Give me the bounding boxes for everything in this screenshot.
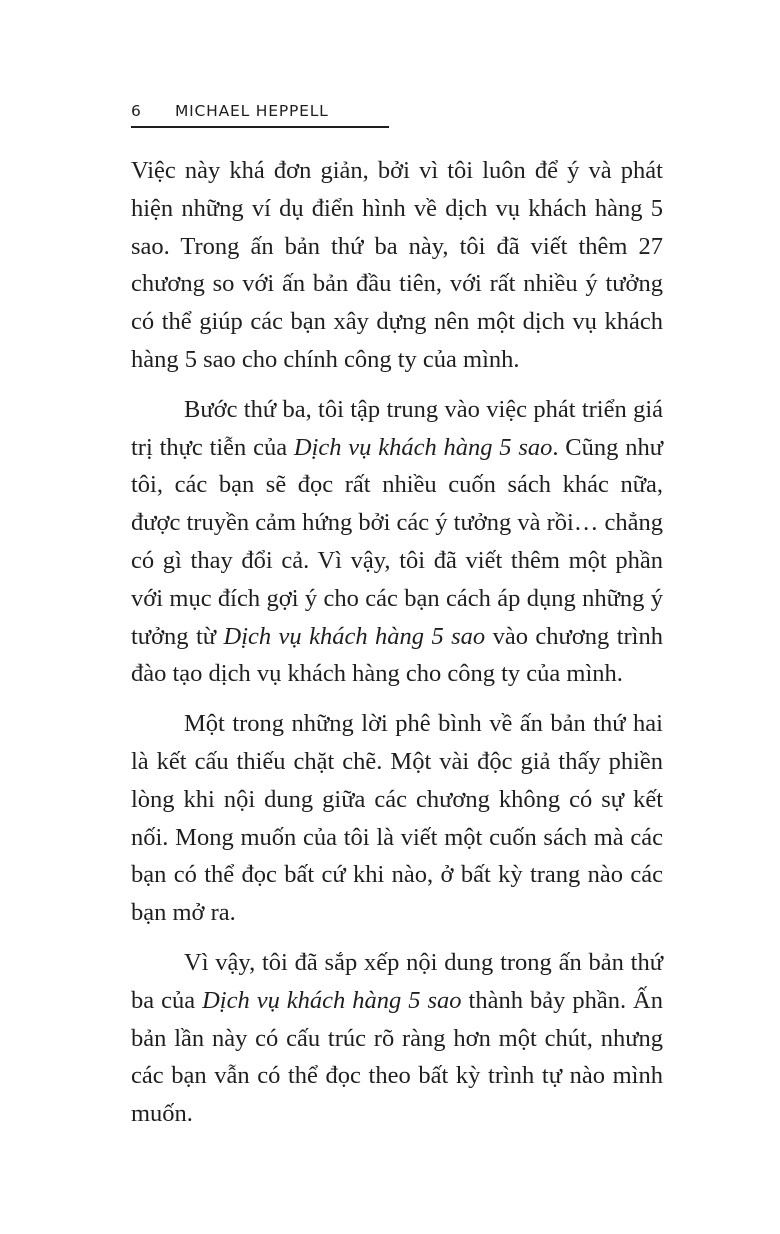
- running-header: [131, 100, 389, 128]
- body-text: [131, 152, 663, 1145]
- paragraph-2-text-b: . Cũng như tôi, các bạn sẽ đọc rất nhiều cuốn sách khác nữa, được truyền cảm hứng bởi các ý tưởng và rồi… chẳng có gì thay đổi cả. Vì vậy, tôi đã viết thêm một phần với mục đích gợi ý cho các bạn cách áp dụng những ý tưởng từ: [131, 433, 663, 650]
- book-title-italic: Dịch vụ khách hàng 5 sao: [293, 433, 553, 461]
- paragraph-1: Việc này khá đơn giản, bởi vì tôi luôn để ý và phát hiện những ví dụ điển hình về dịch vụ khách hàng 5 sao. Trong ấn bản thứ ba này, tôi đã viết thêm 27 chương so với ấn bản đầu tiên, với rất nhiều ý tưởng có thể giúp các bạn xây dựng nên một dịch vụ khách hàng 5 sao cho chính công ty của mình.: [131, 157, 663, 373]
- paragraph-2: [131, 391, 663, 693]
- book-title-italic: Dịch vụ khách hàng 5 sao: [223, 622, 486, 650]
- page-number: 6: [131, 102, 142, 120]
- paragraph-4: [131, 944, 663, 1133]
- paragraph-2-text-c: vào chương trình đào tạo dịch vụ khách hàng cho công ty của mình.: [131, 622, 663, 688]
- paragraph-4-text-b: thành bảy phần. Ấn bản lần này có cấu trúc rõ ràng hơn một chút, nhưng các bạn vẫn có thể đọc theo bất kỳ trình tự nào mình muốn.: [131, 986, 663, 1128]
- author-name: MICHAEL HEPPELL: [175, 102, 329, 120]
- paragraph-3: Một trong những lời phê bình về ấn bản thứ hai là kết cấu thiếu chặt chẽ. Một vài độc giả thấy phiền lòng khi nội dung giữa các chương không có sự kết nối. Mong muốn của tôi là viết một cuốn sách mà các bạn có thể đọc bất cứ khi nào, ở bất kỳ trang nào các bạn mở ra.: [131, 710, 663, 927]
- paragraph-4-text-a: Vì vậy, tôi đã sắp xếp nội dung trong ấn bản thứ ba của: [131, 948, 663, 1014]
- book-title-italic: Dịch vụ khách hàng 5 sao: [202, 986, 462, 1014]
- paragraph-2-text-a: Bước thứ ba, tôi tập trung vào việc phát triển giá trị thực tiễn của: [131, 395, 663, 461]
